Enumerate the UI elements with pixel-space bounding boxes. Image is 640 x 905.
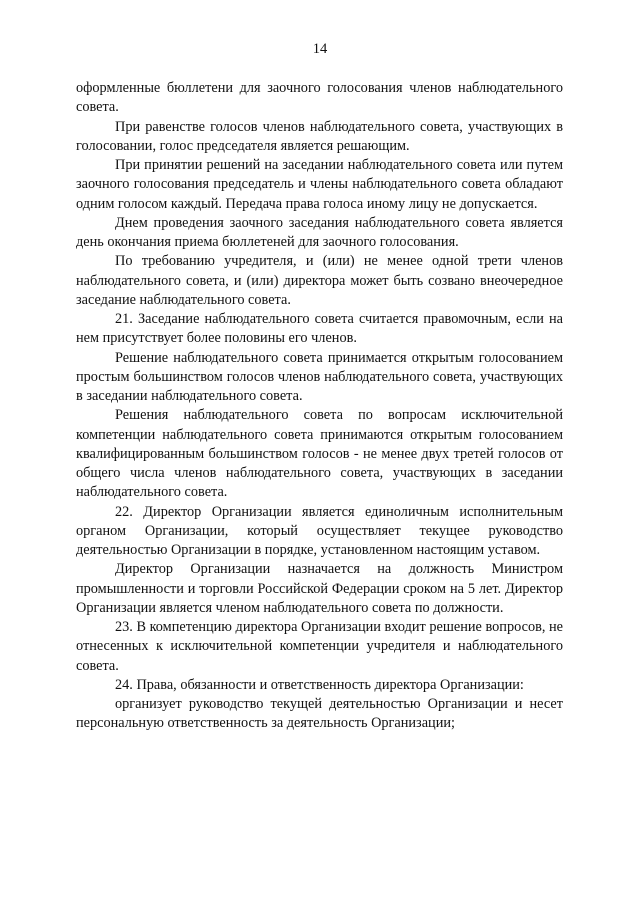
paragraph-item-24-rights: 24. Права, обязанности и ответственность директора Организации: bbox=[115, 676, 524, 693]
paragraph-tie-vote: При равенстве голосов членов наблюдательного совета, участвующих в голосовании, голос председателя является решающим. bbox=[76, 118, 563, 154]
paragraph-absentee-meeting-day: Днем проведения заочного заседания наблюдательного совета является день окончания приема бюллетеней для заочного голосования. bbox=[76, 214, 563, 250]
paragraph-one-vote-each: При принятии решений на заседании наблюдательного совета или путем заочного голосования председатель и члены наблюдательного совета обладают одним голосом каждый. Передача права голоса иному лицу не допускается. bbox=[76, 157, 563, 212]
paragraph-director-appointment: Директор Организации назначается на должность Министром промышленности и торговли Российской Федерации сроком на 5 лет. Директор Организации является членом наблюдательного совета по должности. bbox=[76, 561, 563, 616]
paragraph-item-23-competence: 23. В компетенцию директора Организации входит решение вопросов, не отнесенных к исключительной компетенции учредителя и наблюдательного совета. bbox=[76, 619, 563, 674]
paragraph-simple-majority: Решение наблюдательного совета принимается открытым голосованием простым большинством голосов членов наблюдательного совета, участвующих в заседании наблюдательного совета. bbox=[76, 349, 563, 404]
paragraph-extraordinary-meeting: По требованию учредителя, и (или) не менее одной трети членов наблюдательного совета, и (или) директора может быть созвано внеочередное заседание наблюдательного совета. bbox=[76, 253, 563, 308]
paragraph-organizes-management: организует руководство текущей деятельностью Организации и несет персональную ответственность за деятельность Организации; bbox=[76, 696, 563, 732]
paragraph-qualified-majority: Решения наблюдательного совета по вопросам исключительной компетенции наблюдательного совета принимаются открытым голосованием квалифицированным большинством голосов - не менее двух третей голосов от общего числа членов наблюдательного совета, участвующих в заседании наблюдательного совета. bbox=[76, 407, 563, 501]
document-body bbox=[76, 79, 563, 734]
page-number: 14 bbox=[312, 41, 328, 57]
paragraph-item-21-quorum: 21. Заседание наблюдательного совета считается правомочным, если на нем присутствует более половины его членов. bbox=[76, 311, 563, 347]
paragraph-item-22-director: 22. Директор Организации является единоличным исполнительным органом Организации, который осуществляет текущее руководство деятельностью Организации в порядке, установленном настоящим уставом. bbox=[76, 503, 563, 558]
paragraph-ballots-continuation: оформленные бюллетени для заочного голосования членов наблюдательного совета. bbox=[76, 80, 563, 116]
